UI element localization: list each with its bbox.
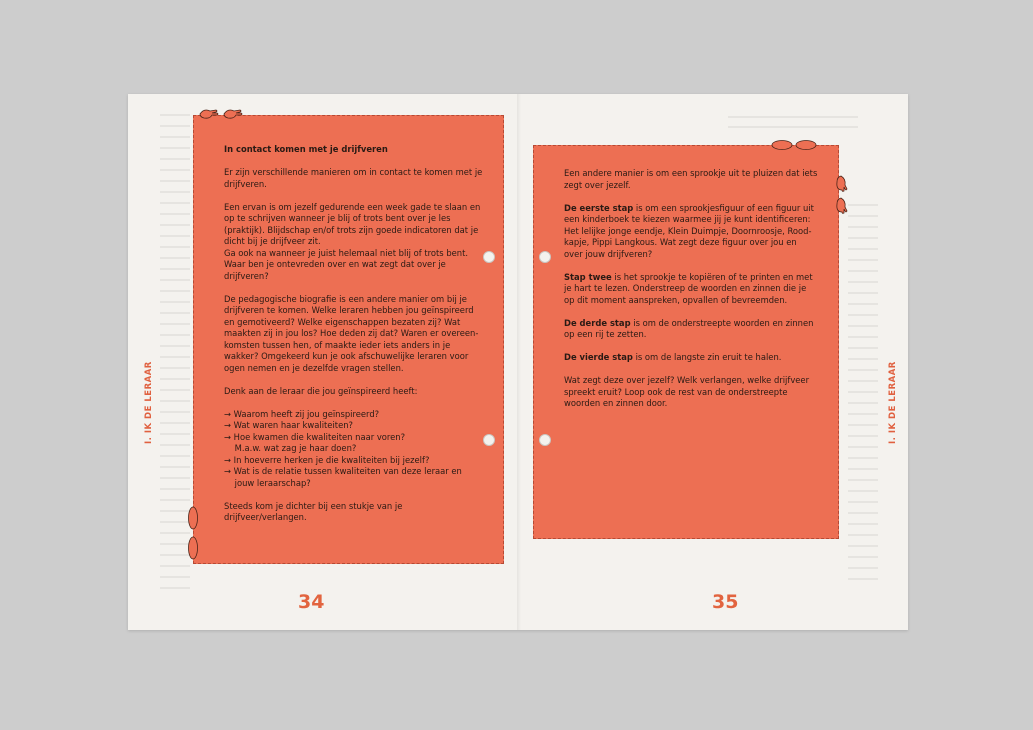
- hand-icon: [834, 174, 848, 218]
- section-title: In contact komen met je drijfveren: [224, 144, 388, 154]
- step-1-text: is om een sprookjesfiguur of een figuur uit een kinderboek te kiezen waarmee jij je kunt identificeren: Het lelijke jonge eendje, Klein Duimpje, Doornroosje, Rood-kapje, Pippi Langkous. Wat zegt deze figuur over jou en over jouw drijfveren?: [564, 202, 814, 259]
- step-1: [564, 203, 818, 261]
- question-item: jouw leraarschap?: [224, 477, 311, 488]
- closing-paragraph: Wat zegt deze over jezelf? Welk verlangen, welke drijfveer spreekt eruit? Loop ook de rest van de onderstreepte woorden en zinnen door.: [564, 375, 810, 408]
- step-4-label: De vierde stap: [564, 352, 633, 362]
- step-2-text: is het sprookje te kopiëren of te printen en met je hart te lezen. Onderstreep de woorden en zinnen die je op dit moment aanspreken, opvallen of bevreemden.: [564, 271, 813, 305]
- binder-hole: [483, 434, 495, 446]
- step-2-label: Stap twee: [564, 271, 612, 282]
- foot-icon: [770, 138, 820, 152]
- right-content-card: [533, 145, 839, 539]
- paragraph-1-text: Een ervan is om jezelf gedurende een week gade te slaan en op te schrijven wanneer je blij of trots bent over je les (praktijk). Blijdschap en/of trots zijn goede indicatoren dat je dicht bij je drijfveer zit.: [224, 201, 481, 246]
- step-3-text: is om de onderstreepte woorden en zinnen op een rij te zetten.: [564, 317, 814, 339]
- question-item: → Waarom heeft zij jou geïnspireerd?: [224, 408, 380, 419]
- left-content-card: [193, 115, 504, 564]
- paragraph-1b-text: Ga ook na wanneer je juist helemaal niet blij of trots bent. Waar ben je ontevreden over en wat zegt dat over je drijfveren?: [224, 247, 469, 281]
- step-4-text: is om de langste zin eruit te halen.: [632, 352, 782, 362]
- closing-paragraph: Steeds kom je dichter bij een stukje van je drijfveer/verlangen.: [224, 500, 403, 522]
- binder-hole: [539, 251, 551, 263]
- question-item: → In hoeverre herken je die kwaliteiten bij jezelf?: [224, 454, 430, 465]
- hand-icon: [198, 106, 244, 122]
- intro-paragraph: Er zijn verschillende manieren om in contact te komen met je drijfveren.: [224, 167, 483, 189]
- paragraph-2: De pedagogische biografie is een andere manier om bij je drijfveren te komen. Welke leraren hebben jou geïnspireerd en gemotiveerd? Welke eigenschappen bezaten zij? Wat maakten zij in jou los? Hoe deden zij dat? Waren er overeen-komsten tussen hen, of maakte ieder iets anders in je wakker? Omgekeerd kun je ook afschuwelijke leraren voor ogen nemen en je dezelfde vragen stellen.: [224, 293, 479, 373]
- book-gutter: [517, 94, 521, 630]
- book-spread: [128, 94, 908, 630]
- show-through-text-top: [728, 116, 858, 132]
- step-2: [564, 272, 818, 307]
- page-number-left: 34: [298, 591, 325, 613]
- page-number-right: 35: [712, 591, 739, 613]
- show-through-text-right: [848, 204, 878, 584]
- step-1-label: De eerste stap: [564, 202, 634, 213]
- binder-hole: [483, 251, 495, 263]
- question-list: [224, 409, 483, 490]
- step-4: [564, 352, 818, 364]
- paragraph-3: Denk aan de leraar die jou geïnspireerd heeft:: [224, 385, 418, 396]
- side-label-left: I. IK DE LERAAR: [144, 361, 154, 444]
- question-item: M.a.w. wat zag je haar doen?: [224, 443, 357, 453]
- question-item: → Wat waren haar kwaliteiten?: [224, 420, 353, 430]
- question-item: → Hoe kwamen die kwaliteiten naar voren?: [224, 431, 406, 442]
- binder-hole: [539, 434, 551, 446]
- step-3: [564, 318, 818, 341]
- step-3-label: De derde stap: [564, 317, 631, 328]
- paragraph-1: [224, 202, 483, 283]
- question-item: → Wat is de relatie tussen kwaliteiten van deze leraar en: [224, 466, 462, 476]
- foot-icon: [186, 504, 200, 564]
- side-label-right: I. IK DE LERAAR: [888, 361, 898, 444]
- intro-paragraph: Een andere manier is om een sprookje uit te pluizen dat iets zegt over jezelf.: [564, 168, 818, 190]
